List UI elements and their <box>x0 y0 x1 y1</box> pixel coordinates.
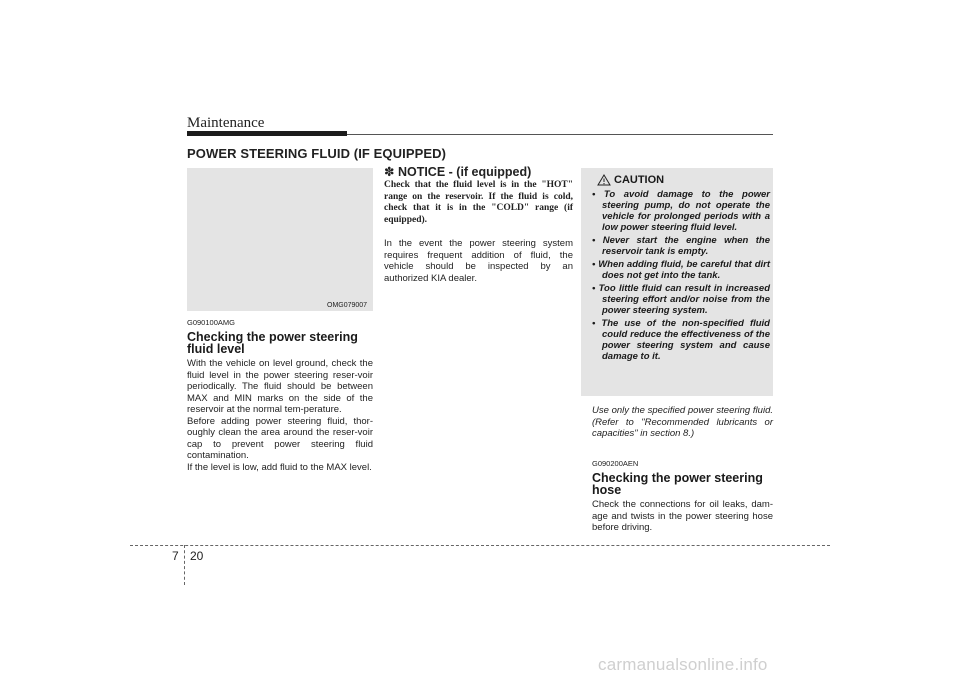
notice-text: Check that the fluid level is in the "HOT" range on the reservoir. If the fluid is cold, check that it is in the "COLD" range (if equipped). <box>384 180 573 225</box>
left-column <box>187 318 373 473</box>
page-number: 20 <box>190 549 204 563</box>
section-title: POWER STEERING FLUID (IF EQUIPPED) <box>187 146 447 161</box>
inspection-paragraph: In the event the power steering system requires frequent addition of fluid, the vehicle should be inspected by an authorized KIA dealer. <box>384 238 573 284</box>
caution-item: • Too little fluid can result in increased steering effort and/or noise from the power steering system. <box>592 283 770 316</box>
header-bar <box>187 131 347 136</box>
caution-list <box>592 189 770 364</box>
fluid-level-heading: Checking the power steering fluid level <box>187 330 358 356</box>
caution-item: • Never start the engine when the reservoir tank is empty. <box>592 235 770 257</box>
section-code: G090200AEN <box>592 459 639 468</box>
reservoir-photo <box>187 168 373 311</box>
fluid-spec-note: Use only the specified power steering fluid. (Refer to "Recommended lubricants or capacities" in section 8.) <box>592 405 773 439</box>
paragraph: With the vehicle on level ground, check the fluid level in the power steering reser-voir periodically. The fluid should be between MAX and MIN marks on the side of the reservoir at the normal tem-perature. <box>187 358 373 415</box>
hose-section <box>592 459 773 534</box>
header-title: Maintenance <box>187 115 265 131</box>
caution-item: • When adding fluid, be careful that dirt does not get into the tank. <box>592 259 770 281</box>
paragraph: If the level is low, add fluid to the MAX level. <box>187 461 372 473</box>
caution-item: • To avoid damage to the power steering pump, do not operate the vehicle for prolonged periods with a low power steering fluid level. <box>592 189 770 233</box>
section-code: G090100AMG <box>187 318 235 327</box>
chapter-number: 7 <box>172 549 179 563</box>
hose-body: Check the connections for oil leaks, dam-age and twists in the power steering hose before driving. <box>592 499 773 533</box>
footer-divider <box>184 545 185 585</box>
warning-triangle-icon <box>597 174 611 186</box>
hose-heading: Checking the power steering hose <box>592 471 763 497</box>
watermark: carmanualsonline.info <box>598 655 768 674</box>
photo-code: OMG079007 <box>327 302 368 309</box>
footer-rule <box>130 545 830 546</box>
caution-title: CAUTION <box>614 174 665 186</box>
fluid-level-body <box>187 358 373 473</box>
caution-item: • The use of the non-specified fluid could reduce the effectiveness of the power steering system and cause damage to it. <box>592 318 770 362</box>
notice-title: ✽ NOTICE - (if equipped) <box>384 165 532 179</box>
paragraph: Before adding power steering fluid, thor-oughly clean the area around the reser-voir cap to prevent power steering fluid contamination. <box>187 415 373 461</box>
header-rule <box>347 134 773 135</box>
